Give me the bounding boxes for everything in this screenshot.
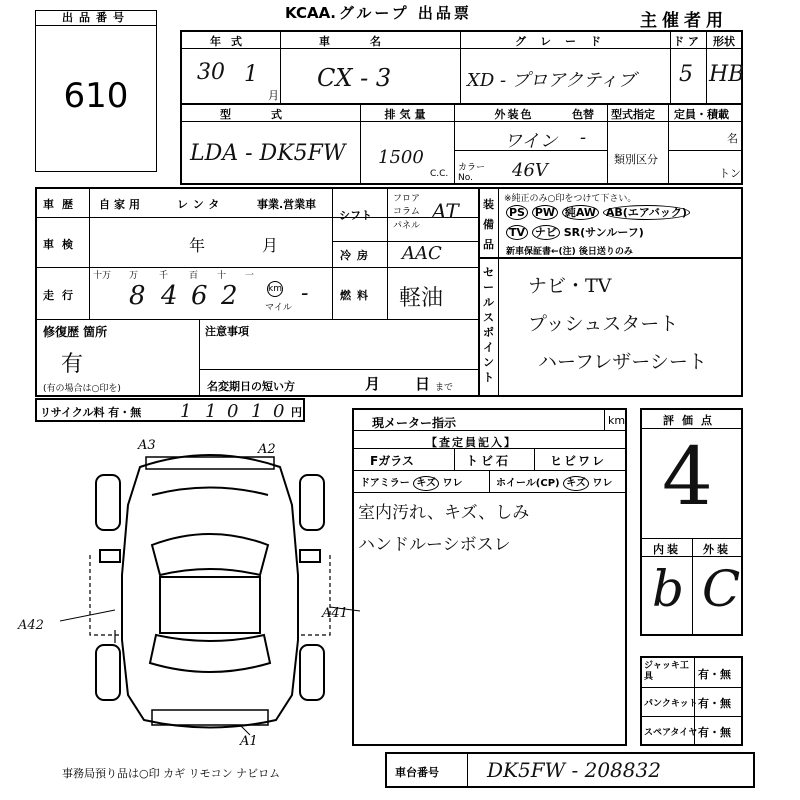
exterior-value: C xyxy=(702,560,741,618)
shift-label: シフト xyxy=(339,209,372,222)
history-private: 自家用 xyxy=(99,198,144,211)
tool-jack-value: 有・無 xyxy=(698,668,731,681)
damage-mark-a2: A2 xyxy=(258,442,276,457)
digit-header-10k: 万 xyxy=(129,271,139,281)
equip-sr: SR(サンルーフ) xyxy=(563,226,644,239)
interior-label: 内装 xyxy=(653,543,681,556)
model-value: LDA - DK5FW xyxy=(190,141,346,166)
lot-number: 610 xyxy=(63,76,129,116)
interior-value: b xyxy=(652,560,685,618)
recycle-unit: 円 xyxy=(291,406,302,419)
shift-value: AT xyxy=(432,199,459,223)
digit-header-10: 十 xyxy=(217,271,227,281)
sales-point-line: プッシュスタート xyxy=(528,313,679,335)
damage-mark-a42: A42 xyxy=(18,618,44,633)
tool-puncture-value: 有・無 xyxy=(698,697,731,710)
office-note: 事務局預り品は○印 カギ リモコン ナビロム xyxy=(62,767,281,780)
recycle-digit: 1 xyxy=(180,401,192,422)
ac-label: 冷房 xyxy=(340,249,374,262)
km-label: km xyxy=(268,284,282,294)
score-block xyxy=(640,408,743,636)
mirror-label: ドアミラー xyxy=(360,478,410,489)
vehicle-row-2 xyxy=(180,103,743,185)
sales-point-line: ハーフレザーシート xyxy=(538,351,707,373)
inspection-year-unit: 年 xyxy=(189,236,206,255)
name-change-day: 日 xyxy=(415,375,431,393)
vehicle-row-1 xyxy=(180,30,743,105)
year-value: 30 xyxy=(197,60,225,85)
equip-aw: 純AW xyxy=(562,205,599,220)
mileage-label: 走行 xyxy=(43,289,81,302)
fuel-label: 燃料 xyxy=(340,289,374,302)
sales-point-block xyxy=(478,257,743,397)
digit-header-1: 一 xyxy=(245,271,255,281)
inspector-section-label: 【査定員記入】 xyxy=(426,436,517,449)
fuel-value: 軽油 xyxy=(399,286,444,311)
category-label: 類別区分 xyxy=(614,153,658,166)
form-title xyxy=(285,2,472,23)
history-business: 事業.営業車 xyxy=(257,198,317,211)
meter-label: 現メーター指示 xyxy=(372,416,457,430)
cc-unit: C.C. xyxy=(430,169,449,179)
name-change-month: 月 xyxy=(365,375,381,393)
repair-value: 有 xyxy=(61,352,84,377)
name-change-label: 名変期日の短い方 xyxy=(207,380,295,393)
month-unit: 月 xyxy=(268,89,279,102)
car-damage-diagram xyxy=(60,435,360,750)
digit-header-100: 百 xyxy=(189,271,199,281)
cc-label: 排気量 xyxy=(384,108,430,121)
equip-tv: TV xyxy=(506,225,528,240)
mileage-unit-mark: - xyxy=(301,281,309,306)
name-change-until: まで xyxy=(435,383,454,393)
color-no-label: カラーNo. xyxy=(458,163,486,183)
damage-mark-a1: A1 xyxy=(240,734,258,749)
km-circled xyxy=(267,281,283,297)
cc-value: 1500 xyxy=(378,147,424,168)
equipment-block xyxy=(478,187,743,259)
sales-point-label: セールスポイント xyxy=(483,266,494,384)
history-rental: レンタ xyxy=(177,198,225,211)
color-value: ワイン xyxy=(504,131,558,152)
grade-value: XD - プロアクティブ xyxy=(467,70,636,91)
recycle-digit: 0 xyxy=(273,401,285,422)
mileage-grid xyxy=(89,267,332,319)
color-label: 外装色 xyxy=(494,108,534,121)
color-dash: - xyxy=(580,127,587,148)
shape-label: 形状 xyxy=(713,35,735,48)
equip-ab: AB(エアバック) xyxy=(603,205,690,220)
capacity-label: 定員・積載 xyxy=(674,108,729,121)
lot-label: 出品番号 xyxy=(36,11,156,26)
damage-mark-a41: A41 xyxy=(322,606,348,621)
title-text: .グループ 出品票 xyxy=(330,4,472,22)
repair-label: 修復歴 箇所 xyxy=(43,325,108,339)
repair-note: (有の場合は○印を) xyxy=(43,384,121,394)
person-unit: 名 xyxy=(727,132,738,145)
recycle-digit: 1 xyxy=(251,401,263,422)
ton-unit: トン xyxy=(719,167,741,180)
tools-block xyxy=(640,656,743,746)
score-label: 評価点 xyxy=(663,414,720,427)
wheel-scratch: キズ xyxy=(563,476,589,491)
mirror-scratch: キズ xyxy=(413,476,439,491)
car-value: CX - 3 xyxy=(317,64,392,92)
tool-spare-label: スペアタイヤ xyxy=(644,728,698,738)
inspection-label: 車検 xyxy=(43,238,81,251)
equipment-items-row2 xyxy=(506,224,644,240)
inspector-comment: ハンドルーシボスレ xyxy=(358,535,511,555)
chassis-value: DK5FW - 208832 xyxy=(487,758,661,782)
history-block xyxy=(35,187,480,397)
tool-puncture-label: パンクキット xyxy=(644,699,698,709)
ac-value: AAC xyxy=(402,243,442,264)
mirror-crack: ワレ xyxy=(442,478,463,489)
shift-floor: フロア xyxy=(393,194,421,204)
damage-mark-a3: A3 xyxy=(138,438,156,453)
mileage-digit: 4 xyxy=(161,281,178,311)
model-label: 型式 xyxy=(220,108,322,121)
equip-pw: PW xyxy=(532,205,558,220)
score-value: 4 xyxy=(662,430,713,523)
recycle-digit: 0 xyxy=(227,401,239,422)
meter-unit: km xyxy=(608,414,626,427)
notes-label: 注意事項 xyxy=(205,325,249,338)
mileage-digit: 8 xyxy=(129,281,146,311)
glass-chip: トビ石 xyxy=(466,454,512,468)
mileage-digit: 2 xyxy=(221,281,238,311)
glass-crack: ヒビワレ xyxy=(550,454,607,468)
grade-label: グレード xyxy=(515,35,615,48)
inspector-block xyxy=(352,408,627,746)
recycle-digit: 1 xyxy=(205,401,217,422)
digit-header-100k: 十万 xyxy=(93,271,112,281)
lot-number-box xyxy=(35,10,157,172)
shape-value: HB xyxy=(709,62,745,87)
exterior-label: 外装 xyxy=(703,543,731,556)
equipment-note: ※純正のみ○印をつけて下さい。 xyxy=(504,194,637,204)
title-brand: KCAA xyxy=(285,4,331,22)
digit-header-1k: 千 xyxy=(159,271,169,281)
organizer-label: 主催者用 xyxy=(640,11,728,31)
history-label: 車歴 xyxy=(43,198,81,211)
month-value: 1 xyxy=(244,62,258,87)
recycle-block xyxy=(35,398,305,422)
mileage-digit: 6 xyxy=(191,281,208,311)
mirror-row xyxy=(360,474,462,491)
doors-value: 5 xyxy=(679,62,693,87)
original-color-label: 色替 xyxy=(572,108,594,121)
mile-label: マイル xyxy=(265,303,292,313)
year-label: 年式 xyxy=(210,35,252,48)
warranty-label: 新車保証書←(注) 後日送りのみ xyxy=(506,247,633,257)
recycle-label: リサイクル料 有・無 xyxy=(40,406,142,419)
tool-spare-value: 有・無 xyxy=(698,726,731,739)
spec-label: 型式指定 xyxy=(611,108,655,121)
color-no-value: 46V xyxy=(512,160,548,181)
tool-jack-label: ジャッキ工具 xyxy=(644,661,689,682)
wheel-crack: ワレ xyxy=(592,478,613,489)
equip-navi: ナビ xyxy=(532,225,560,240)
car-label: 車名 xyxy=(319,35,421,48)
equip-ps: PS xyxy=(506,205,528,220)
inspection-month-unit: 月 xyxy=(262,236,279,255)
inspector-comment: 室内汚れ、キズ、しみ xyxy=(358,503,530,523)
wheel-label: ホイール(CP) xyxy=(496,478,560,489)
chassis-label: 車台番号 xyxy=(395,766,439,779)
shift-column: コラム xyxy=(393,207,420,217)
sales-point-line: ナビ・TV xyxy=(528,275,612,297)
wheel-row xyxy=(496,474,612,491)
equipment-label: 装備品 xyxy=(483,198,494,251)
shift-panel: パネル xyxy=(393,221,421,231)
doors-label: ドア xyxy=(673,35,703,48)
chassis-block xyxy=(385,752,755,788)
glass-label: Fガラス xyxy=(370,454,414,468)
equipment-items-row1 xyxy=(506,205,690,220)
